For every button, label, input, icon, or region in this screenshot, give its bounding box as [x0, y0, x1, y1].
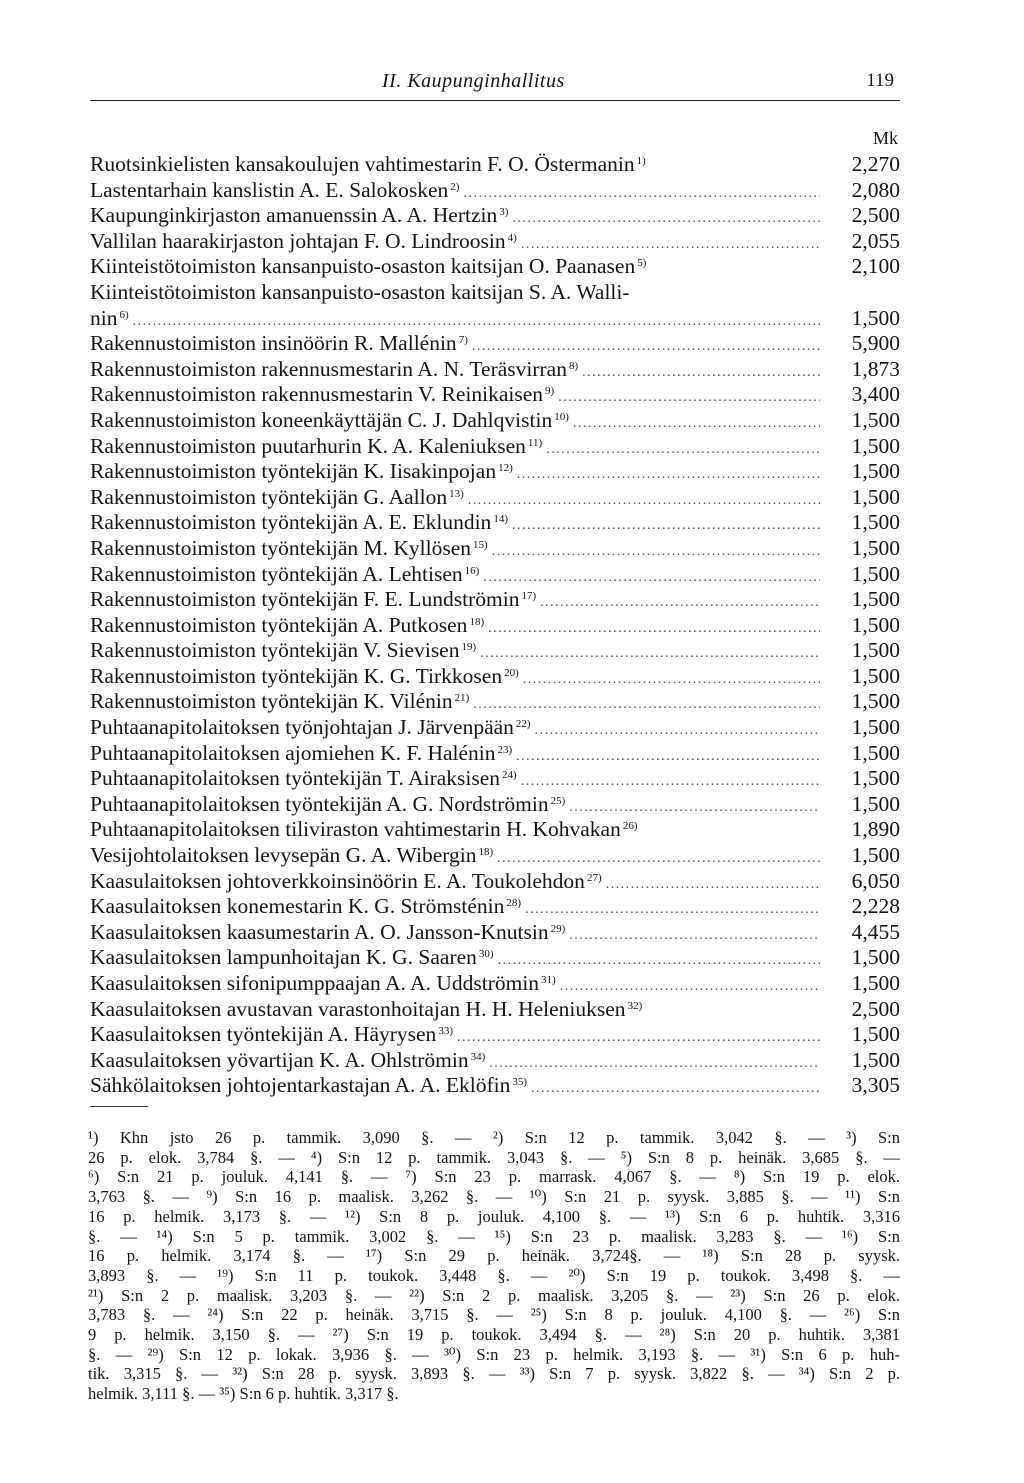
footnote-line: 9 p. helmik. 3,150 §. — ²⁷) S:n 19 p. toukok. 3,494 §. — ²⁸) S:n 20 p. huhtik. 3,381	[88, 1325, 900, 1345]
entry-row	[90, 1048, 900, 1074]
entry-amount: 6,050	[851, 868, 900, 893]
entry-label-text: Vallilan haarakirjaston johtajan F. O. Lindroosin	[90, 228, 506, 253]
entry-label-text: Rakennustoimiston työntekijän G. Aallon	[90, 484, 448, 509]
entry-amount: 1,500	[851, 433, 900, 458]
footnote-marker: 2)	[450, 180, 460, 193]
footnote-marker: 27)	[586, 871, 602, 884]
footnote-marker: 20)	[504, 666, 519, 679]
entry-amount: 1,500	[851, 638, 900, 663]
entry-amount: 1,500	[851, 407, 900, 432]
entry-label-text: Kaasulaitoksen yövartijan K. A. Ohlströmin	[90, 1047, 469, 1072]
page-number: 119	[866, 70, 894, 91]
entry-label-text: Rakennustoimiston työntekijän K. Vilénin	[90, 689, 453, 714]
footnote-line: 3,893 §. — ¹⁹) S:n 11 p. toukok. 3,448 §. — ²⁰) S:n 19 p. toukok. 3,498 §. —	[88, 1265, 900, 1285]
footnote-marker: 29)	[550, 922, 566, 935]
footnote-marker: 13)	[449, 487, 464, 500]
footnote-line: ¹) Khn jsto 26 p. tammik. 3,090 §. — ²) S:n 12 p. tammik. 3,042 §. — ³) S:n	[88, 1128, 900, 1147]
entry-label-text: Puhtaanapitolaitoksen työntekijän T. Airaksisen	[90, 766, 501, 791]
entry-amount: 1,500	[851, 510, 900, 535]
page-header	[90, 66, 900, 101]
entry-label-text: Kiinteistötoimiston kansanpuisto-osaston kaitsijan O. Paanasen	[90, 254, 636, 279]
entry-row	[90, 152, 900, 178]
footnote-marker: 4)	[507, 231, 517, 244]
footnote-line: 16 p. helmik. 3,173 §. — ¹²) S:n 8 p. jouluk. 4,100 §. — ¹³) S:n 6 p. huhtik. 3,316	[88, 1206, 900, 1226]
entry-amount: 1,500	[851, 740, 900, 765]
entry-label-text: Rakennustoimiston insinöörin R. Mallénin	[90, 331, 457, 356]
footnote-marker: 18)	[469, 615, 485, 628]
entry-label-text: Kaupunginkirjaston amanuenssin A. A. Hertzin	[90, 203, 498, 228]
footnote-line: 16 p. helmik. 3,174 §. — ¹⁷) S:n 29 p. heinäk. 3,724§. — ¹⁸) S:n 28 p. syysk.	[88, 1246, 900, 1266]
entry-label-text: Kaasulaitoksen kaasumestarin A. O. Jansson-Knutsin	[90, 919, 549, 944]
entry-row	[90, 562, 900, 588]
entry-amount: 1,500	[851, 1022, 900, 1047]
entry-row	[90, 613, 900, 639]
entry-label-text: Kaasulaitoksen lampunhoitajan K. G. Saaren	[90, 945, 477, 970]
entry-label-text: Rakennustoimiston rakennusmestarin A. N. Teräsvirran	[90, 356, 567, 381]
footnote-marker: 25)	[550, 794, 566, 807]
entry-amount: 2,055	[851, 228, 900, 253]
footnote-marker: 8)	[568, 359, 579, 372]
entry-label-text: Puhtaanapitolaitoksen työntekijän A. G. Nordströmin	[90, 791, 549, 816]
entry-row	[90, 587, 900, 613]
footnote-line: tik. 3,315 §. — ³²) S:n 28 p. syysk. 3,893 §. — ³³) S:n 7 p. syysk. 3,822 §. — ³⁴) S:n 2 p.	[88, 1364, 900, 1384]
entry-row	[90, 638, 900, 664]
entry-amount: 3,400	[851, 382, 900, 407]
entry-amount: 1,500	[851, 535, 900, 560]
entry-row	[90, 894, 900, 920]
entry-label-text: Rakennustoimiston työntekijän V. Sievisen	[90, 638, 460, 663]
entry-row	[90, 817, 900, 843]
entry-row	[90, 306, 900, 332]
footnote-marker: 14)	[493, 513, 508, 526]
footnote-marker: 35)	[512, 1076, 528, 1089]
entry-amount: 1,873	[851, 356, 900, 381]
entry-label-text: Lastentarhain kanslistin A. E. Salokosken	[90, 177, 449, 202]
footnote-marker: 19)	[461, 641, 477, 654]
entry-amount: 5,900	[851, 331, 900, 356]
entry-amount: 1,500	[851, 1047, 900, 1072]
entry-row	[90, 715, 900, 741]
entry-label-text: Ruotsinkielisten kansakoulujen vahtimestarin F. O. Östermanin	[90, 152, 635, 176]
entry-amount: 2,228	[851, 894, 900, 919]
entry-label-text: Rakennustoimiston puutarhurin K. A. Kaleniuksen	[90, 433, 526, 458]
footnote-marker: 33)	[438, 1025, 453, 1038]
entry-row	[90, 971, 900, 997]
entry-label-text: Puhtaanapitolaitoksen ajomiehen K. F. Halénin	[90, 740, 496, 765]
entry-row	[90, 280, 900, 306]
entry-label	[90, 280, 630, 306]
footnote-marker: 5)	[637, 257, 647, 270]
entry-label-text: Kiinteistötoimiston kansanpuisto-osaston kaitsijan S. A. Walli-	[90, 279, 630, 304]
entry-row	[90, 254, 900, 280]
footnote-marker: 18)	[478, 846, 494, 859]
entry-label-text: Puhtaanapitolaitoksen tiliviraston vahtimestarin H. Kohvakan	[90, 817, 621, 842]
entry-row	[90, 382, 900, 408]
footnote-marker: 11)	[527, 436, 543, 449]
footnote-marker: 1)	[636, 155, 646, 167]
footnotes	[88, 1128, 900, 1404]
salary-entry-list	[90, 152, 900, 1099]
entry-amount: 1,500	[851, 791, 900, 816]
entry-label-text: Rakennustoimiston työntekijän A. Lehtisen	[90, 561, 463, 586]
entry-row	[90, 1022, 900, 1048]
entry-amount: 2,080	[851, 177, 900, 202]
entry-row	[90, 408, 900, 434]
entry-amount: 1,500	[851, 689, 900, 714]
footnote-line: ²¹) S:n 2 p. maalisk. 3,203 §. — ²²) S:n 2 p. maalisk. 3,205 §. — ²³) S:n 26 p. elok.	[88, 1285, 900, 1305]
dot-leader	[531, 1076, 820, 1102]
entry-amount: 2,270	[851, 152, 900, 176]
footnote-marker: 24)	[502, 769, 517, 782]
entry-row	[90, 945, 900, 971]
entry-label-text: Kaasulaitoksen johtoverkkoinsinöörin E. A. Toukolehdon	[90, 868, 585, 893]
entry-label-text: Rakennustoimiston koneenkäyttäjän C. J. Dahlqvistin	[90, 407, 553, 432]
entry-label-text: Vesijohtolaitoksen levysepän G. A. Wibergin	[90, 843, 477, 868]
entry-row	[90, 229, 900, 255]
footnote-marker: 16)	[464, 564, 480, 577]
entry-amount: 1,500	[851, 612, 900, 637]
footnote-marker: 32)	[627, 999, 643, 1012]
footnote-marker: 26)	[622, 820, 638, 833]
entry-label	[90, 1073, 527, 1103]
footnote-marker: 23)	[497, 743, 513, 756]
footnote-line: §. — ¹⁴) S:n 5 p. tammik. 3,002 §. — ¹⁵) S:n 23 p. maalisk. 3,283 §. — ¹⁶) S:n	[88, 1226, 900, 1246]
entry-amount: 4,455	[851, 919, 900, 944]
entry-amount: 2,500	[851, 996, 900, 1021]
entry-row	[90, 434, 900, 460]
entry-label-text: Rakennustoimiston työntekijän F. E. Lundströmin	[90, 587, 520, 612]
entry-label-text: Kaasulaitoksen työntekijän A. Häyrysen	[90, 1022, 437, 1047]
entry-amount: 1,500	[851, 663, 900, 688]
entry-label-text: Rakennustoimiston työntekijän A. E. Eklundin	[90, 510, 492, 535]
running-title: II. Kaupunginhallitus	[382, 70, 565, 92]
entry-label-text: Kaasulaitoksen avustavan varastonhoitajan H. H. Heleniuksen	[90, 996, 626, 1021]
entry-row	[90, 536, 900, 562]
footnote-separator	[90, 1106, 148, 1107]
footnote-line: ⁶) S:n 21 p. jouluk. 4,141 §. — ⁷) S:n 23 p. marrask. 4,067 §. — ⁸) S:n 19 p. elok.	[88, 1167, 900, 1187]
footnote-marker: 30)	[478, 948, 494, 961]
entry-label-text: Rakennustoimiston työntekijän K. Iisakinpojan	[90, 459, 497, 484]
entry-label-text: Kaasulaitoksen sifonipumppaajan A. A. Uddströmin	[90, 971, 540, 995]
entry-row	[90, 997, 900, 1023]
entry-row	[90, 331, 900, 357]
entry-label-text: Puhtaanapitolaitoksen työnjohtajan J. Järvenpään	[90, 715, 514, 740]
entry-label-text: Rakennustoimiston työntekijän M. Kyllösen	[90, 535, 472, 560]
footnote-marker: 6)	[119, 308, 129, 321]
entry-row	[90, 843, 900, 869]
footnote-line: 26 p. elok. 3,784 §. — ⁴) S:n 12 p. tammik. 3,043 §. — ⁵) S:n 8 p. heinäk. 3,685 §. —	[88, 1147, 900, 1167]
entry-label-text: Rakennustoimiston rakennusmestarin V. Reinikaisen	[90, 382, 544, 407]
footnote-marker: 28)	[506, 897, 522, 910]
entry-row	[90, 869, 900, 895]
footnote-line: 3,783 §. — ²⁴) S:n 22 p. heinäk. 3,715 §. — ²⁵) S:n 8 p. jouluk. 4,100 §. — ²⁶) S:n	[88, 1305, 900, 1325]
entry-row	[90, 689, 900, 715]
entry-label-text: nin	[90, 305, 118, 330]
footnote-marker: 10)	[554, 410, 569, 423]
footnote-line: §. — ²⁹) S:n 12 p. lokak. 3,936 §. — ³⁰) S:n 23 p. helmik. 3,193 §. — ³¹) S:n 6 p. huh-	[88, 1344, 900, 1364]
entry-amount: 1,500	[851, 843, 900, 868]
entry-row	[90, 357, 900, 383]
entry-row	[90, 459, 900, 485]
entry-row	[90, 485, 900, 511]
footnote-marker: 31)	[541, 974, 556, 986]
footnote-marker: 21)	[454, 692, 470, 705]
footnote-marker: 7)	[458, 334, 468, 347]
entry-amount: 1,890	[851, 817, 900, 842]
entry-label-text: Kaasulaitoksen konemestarin K. G. Strömsténin	[90, 894, 505, 919]
footnote-line: 3,763 §. — ⁹) S:n 16 p. maalisk. 3,262 §. — ¹⁰) S:n 21 p. syysk. 3,885 §. — ¹¹) S:n	[88, 1187, 900, 1207]
footnote-marker: 15)	[473, 538, 488, 551]
currency-unit-heading: Mk	[872, 128, 898, 148]
entry-amount: 1,500	[851, 561, 900, 586]
footnote-marker: 9)	[545, 385, 555, 398]
entry-amount: 1,500	[851, 715, 900, 740]
footnote-marker: 22)	[515, 718, 531, 731]
entry-row	[90, 1073, 900, 1099]
entry-row	[90, 792, 900, 818]
entry-amount: 1,500	[851, 587, 900, 612]
footnote-marker: 34)	[470, 1050, 486, 1063]
entry-row	[90, 203, 900, 229]
entry-row	[90, 510, 900, 536]
entry-label-text: Sähkölaitoksen johtojentarkastajan A. A. Eklöfin	[90, 1073, 511, 1098]
entry-row	[90, 178, 900, 204]
entry-amount: 3,305	[851, 1073, 900, 1098]
entry-label-text: Rakennustoimiston työntekijän K. G. Tirkkosen	[90, 663, 503, 688]
entry-amount: 1,500	[851, 945, 900, 970]
footnote-line: helmik. 3,111 §. — ³⁵) S:n 6 p. huhtik. 3,317 §.	[88, 1384, 399, 1404]
entry-amount: 1,500	[851, 484, 900, 509]
entry-amount: 2,100	[851, 254, 900, 279]
entry-amount: 2,500	[851, 203, 900, 228]
entry-amount: 1,500	[851, 305, 900, 330]
footnote-marker: 3)	[499, 206, 509, 219]
entry-amount: 1,500	[851, 766, 900, 791]
footnote-marker: 17)	[521, 590, 537, 603]
entry-row	[90, 766, 900, 792]
entry-row	[90, 920, 900, 946]
entry-amount: 1,500	[851, 971, 900, 995]
entry-row	[90, 741, 900, 767]
entry-row	[90, 664, 900, 690]
footnote-marker: 12)	[498, 462, 513, 475]
entry-label-text: Rakennustoimiston työntekijän A. Putkosen	[90, 612, 468, 637]
entry-amount: 1,500	[851, 459, 900, 484]
